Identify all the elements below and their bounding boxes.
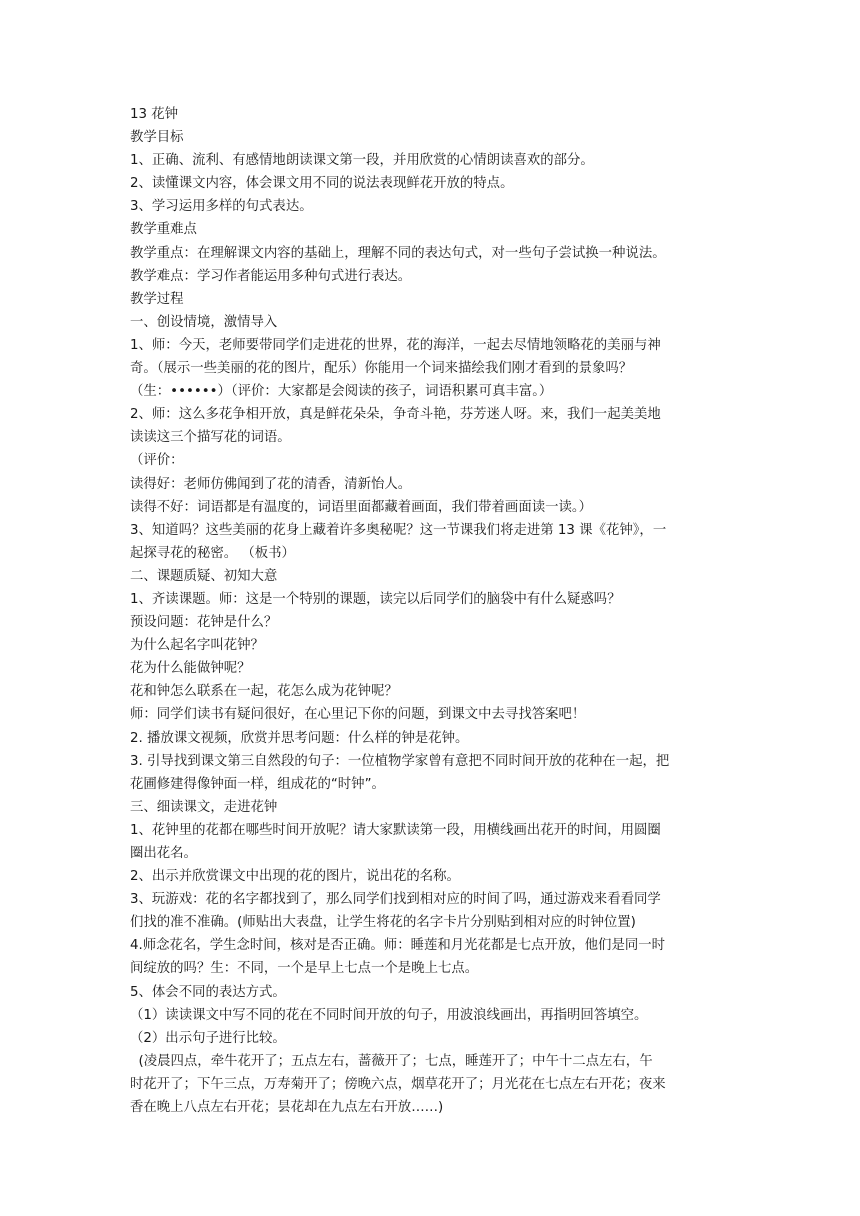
paragraph-line: 为什么起名字叫花钟？ bbox=[130, 638, 264, 654]
paragraph-line: 2. 播放课文视频，欣赏并思考问题：什么样的钟是花钟。 bbox=[130, 730, 469, 746]
paragraph-line: （生：••••••）（评价：大家都是会阅读的孩子，词语积累可真丰富。） bbox=[130, 384, 553, 400]
paragraph-line: 2、师：这么多花争相开放，真是鲜花朵朵，争奇斗艳，芬芳迷人呀。来，我们一起美美地 bbox=[130, 407, 661, 423]
paragraph-line: 花圃修建得像钟面一样，组成花的“时钟”。 bbox=[130, 776, 385, 792]
part-2-heading: 二、课题质疑、初知大意 bbox=[130, 568, 278, 584]
paragraph-line: 3、玩游戏：花的名字都找到了，那么同学们找到相对应的时间了吗，通过游戏来看看同学 bbox=[130, 892, 661, 908]
paragraph-line: 5、体会不同的表达方式。 bbox=[130, 984, 286, 1000]
difficult-point: 教学难点：学习作者能运用多种句式进行表达。 bbox=[130, 268, 412, 284]
paragraph-line: 1、齐读课题。师：这是一个特别的课题，读完以后同学们的脑袋中有什么疑惑吗？ bbox=[130, 591, 621, 607]
objective-2: 2、读懂课文内容，体会课文用不同的说法表现鲜花开放的特点。 bbox=[130, 176, 514, 192]
quoted-sentence-line: (凌晨四点，牵牛花开了；五点左右，蔷薇开了；七点，睡莲开了；中午十二点左右，午 bbox=[130, 1053, 653, 1069]
paragraph-line: 间绽放的吗？生：不同，一个是早上七点一个是晚上七点。 bbox=[130, 961, 479, 977]
paragraph-line: 3. 引导找到课文第三自然段的句子：一位植物学家曾有意把不同时间开放的花种在一起，把 bbox=[130, 753, 670, 769]
key-point: 教学重点：在理解课文内容的基础上，理解不同的表达句式，对一些句子尝试换一种说法。 bbox=[130, 245, 666, 261]
paragraph-line: 师：同学们读书有疑问很好，在心里记下你的问题，到课文中去寻找答案吧！ bbox=[130, 707, 586, 723]
part-1-heading: 一、创设情境，激情导入 bbox=[130, 314, 278, 330]
paragraph-line: 起探寻花的秘密。 （板书） bbox=[130, 545, 295, 561]
paragraph-line: 1、花钟里的花都在哪些时间开放呢？请大家默读第一段，用横线画出花开的时间，用圆圈 bbox=[130, 822, 661, 838]
paragraph-line: 3、知道吗？这些美丽的花身上藏着许多奥秘呢？这一节课我们将走进第 13 课《花钟》，一 bbox=[130, 522, 667, 538]
section-heading-process: 教学过程 bbox=[130, 291, 184, 307]
paragraph-line: 奇。（展示一些美丽的花的图片，配乐）你能用一个词来描绘我们刚才看到的景象吗？ bbox=[130, 361, 633, 377]
paragraph-line: （评价： bbox=[130, 453, 184, 469]
quoted-sentence-line: 时花开了；下午三点，万寿菊开了；傍晚六点，烟草花开了；月光花在七点左右开花；夜来 bbox=[130, 1076, 666, 1092]
paragraph-line: 4.师念花名，学生念时间，核对是否正确。师：睡莲和月光花都是七点开放，他们是同一时 bbox=[130, 938, 666, 954]
paragraph-line: 读得好：老师仿佛闻到了花的清香，清新怡人。 bbox=[130, 476, 412, 492]
objective-1: 1、正确、流利、有感情地朗读课文第一段，并用欣赏的心情朗读喜欢的部分。 bbox=[130, 153, 594, 169]
document-page bbox=[130, 103, 740, 1119]
paragraph-line: （1）读读课文中写不同的花在不同时间开放的句子，用波浪线画出，再指明回答填空。 bbox=[130, 1007, 648, 1023]
lesson-title: 13 花钟 bbox=[130, 107, 179, 122]
paragraph-line: 2、出示并欣赏课文中出现的花的图片，说出花的名称。 bbox=[130, 869, 460, 885]
paragraph-line: 们找的准不准确。(师贴出大表盘，让学生将花的名字卡片分别贴到相对应的时钟位置) bbox=[130, 915, 636, 931]
paragraph-line: 花和钟怎么联系在一起，花怎么成为花钟呢？ bbox=[130, 684, 398, 700]
part-3-heading: 三、细读课文，走进花钟 bbox=[130, 799, 278, 815]
paragraph-line: （2）出示句子进行比较。 bbox=[130, 1030, 286, 1046]
paragraph-line: 1、师：今天，老师要带同学们走进花的世界，花的海洋，一起去尽情地领略花的美丽与神 bbox=[130, 337, 661, 353]
paragraph-line: 花为什么能做钟呢？ bbox=[130, 661, 251, 677]
paragraph-line: 读读这三个描写花的词语。 bbox=[130, 430, 291, 446]
paragraph-line: 预设问题：花钟是什么？ bbox=[130, 615, 278, 631]
quoted-sentence-line: 香在晚上八点左右开花；昙花却在九点左右开放……) bbox=[130, 1100, 444, 1116]
section-heading-key-points: 教学重难点 bbox=[130, 222, 197, 238]
objective-3: 3、学习运用多样的句式表达。 bbox=[130, 199, 313, 215]
section-heading-objectives: 教学目标 bbox=[130, 130, 184, 146]
paragraph-line: 读得不好：词语都是有温度的，词语里面都藏着画面，我们带着画面读一读。） bbox=[130, 499, 592, 515]
paragraph-line: 圈出花名。 bbox=[130, 846, 197, 861]
